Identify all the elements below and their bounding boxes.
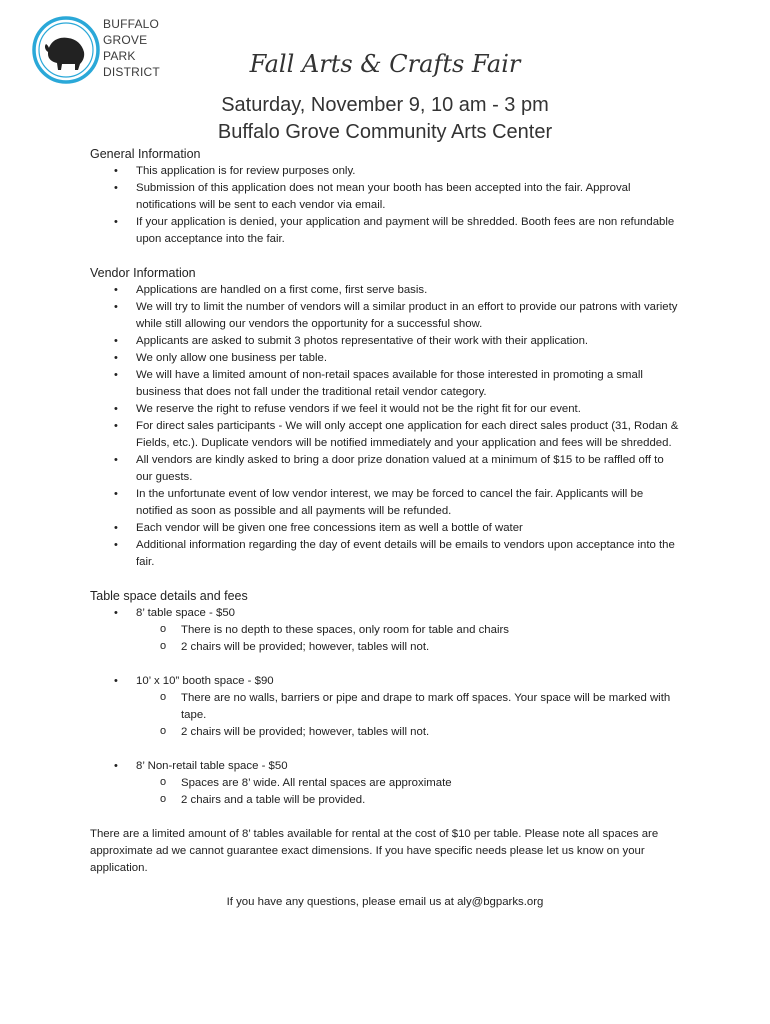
document-body xyxy=(90,146,680,911)
contact-footer: If you have any questions, please email us at aly@bgparks.org xyxy=(226,896,544,908)
table-option-label: 8’ Non-retail table space - $50 xyxy=(136,760,288,772)
list-item: • Additional information regarding the day of event details will be emails to vendors upon acceptance into the fair. xyxy=(90,537,680,571)
logo-line: BUFFALO xyxy=(103,17,160,31)
list-item: • We will have a limited amount of non-retail spaces available for those interested in promoting a small business that does not fall under the traditional retail vendor category. xyxy=(90,367,680,401)
sub-item: o 2 chairs will be provided; however, tables will not. xyxy=(136,724,680,741)
list-item: • For direct sales participants - We will only accept one application for each direct sales product (31, Rodan & Fields, etc.). Duplicate vendors will be notified immediately and your application and fees will be shredded. xyxy=(90,418,680,452)
list-item: • In the unfortunate event of low vendor interest, we may be forced to cancel the fair. Applicants will be notified as soon as possible and all payments will be refunded. xyxy=(90,486,680,520)
list-item: • This application is for review purposes only. xyxy=(90,163,680,180)
event-date: Saturday, November 9, 10 am - 3 pm xyxy=(221,94,549,116)
logo-line: GROVE xyxy=(103,33,148,47)
table-option xyxy=(90,605,680,673)
general-heading: General Information xyxy=(90,147,201,161)
list-item: • All vendors are kindly asked to bring a door prize donation valued at a minimum of $15 to be raffled off to our guests. xyxy=(90,452,680,486)
list-item: • If your application is denied, your application and payment will be shredded. Booth fees are non refundable upon acceptance into the fair. xyxy=(90,214,680,248)
list-item: • We reserve the right to refuse vendors if we feel it would not be the right fit for our event. xyxy=(90,401,680,418)
general-list xyxy=(90,163,680,248)
sub-item: o Spaces are 8’ wide. All rental spaces are approximate xyxy=(136,775,680,792)
table-option-details xyxy=(136,622,680,656)
tables-heading: Table space details and fees xyxy=(90,589,248,603)
rental-note: There are a limited amount of 8’ tables available for rental at the cost of $10 per table. Please note all spaces are approximate ad we cannot guarantee exact dimensions. If you have specific needs please let us know on your application. xyxy=(90,828,659,874)
logo-line: PARK xyxy=(103,49,136,63)
list-item: • Applications are handled on a first come, first serve basis. xyxy=(90,282,680,299)
event-location: Buffalo Grove Community Arts Center xyxy=(217,121,553,143)
list-item: • Each vendor will be given one free concessions item as well a bottle of water xyxy=(90,520,680,537)
tables-list xyxy=(90,605,680,809)
vendor-list xyxy=(90,282,680,571)
sub-item: o 2 chairs and a table will be provided. xyxy=(136,792,680,809)
table-option xyxy=(90,758,680,809)
sub-item: o There are no walls, barriers or pipe and drape to mark off spaces. Your space will be marked with tape. xyxy=(136,690,680,724)
list-item: • We only allow one business per table. xyxy=(90,350,680,367)
table-option-details xyxy=(136,690,680,741)
list-item: • Applicants are asked to submit 3 photos representative of their work with their application. xyxy=(90,333,680,350)
page-title: Fall Arts & Crafts Fair xyxy=(249,50,521,78)
list-item: • We will try to limit the number of vendors will a similar product in an effort to provide our patrons with variety while still allowing our vendors the opportunity for a successful show. xyxy=(90,299,680,333)
sub-item: o 2 chairs will be provided; however, tables will not. xyxy=(136,639,680,656)
table-option-details xyxy=(136,775,680,809)
sub-item: o There is no depth to these spaces, only room for table and chairs xyxy=(136,622,680,639)
vendor-heading: Vendor Information xyxy=(90,266,196,280)
logo-line: DISTRICT xyxy=(103,65,160,79)
table-option-label: 8’ table space - $50 xyxy=(136,607,235,619)
table-option xyxy=(90,673,680,758)
table-option-label: 10’ x 10” booth space - $90 xyxy=(136,675,274,687)
list-item: • Submission of this application does not mean your booth has been accepted into the fair. Approval notifications will be sent to each vendor via email. xyxy=(90,180,680,214)
